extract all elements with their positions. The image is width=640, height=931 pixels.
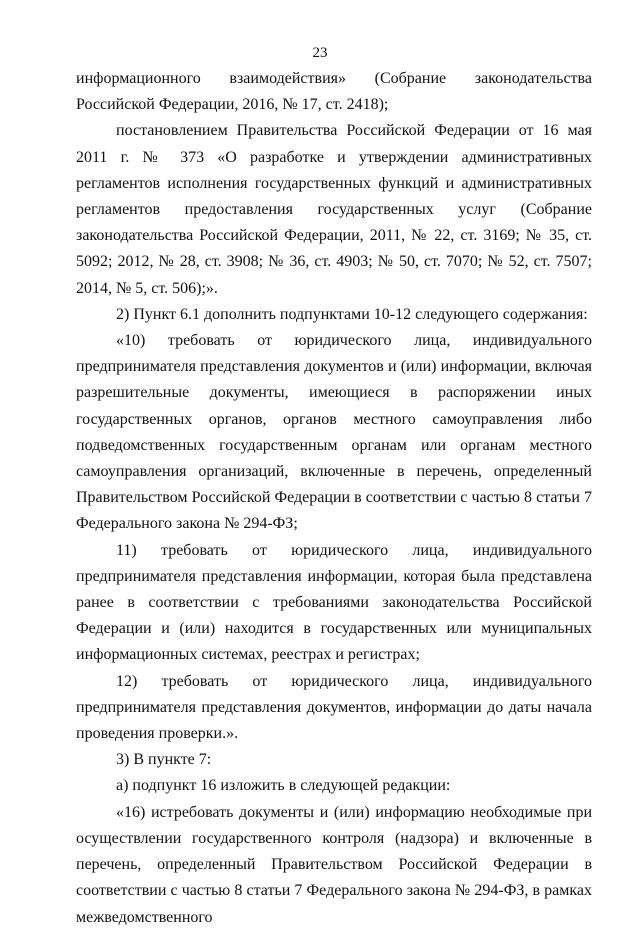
paragraph-subitem-16: «16) истребовать документы и (или) информацию необходимые при осуществлении государственного контроля (надзора) и включенные в перечень, определенный Правительством Российской Федерации в соответствии с частью 8 статьи 7 Федерального закона № 294-ФЗ, в рамках межведомственного: [76, 803, 592, 926]
paragraph-subitem-10: «10) требовать от юридического лица, индивидуального предпринимателя представления документов и (или) информации, включая разрешительные документы, имеющиеся в распоряжении иных государственных органов, органов местного самоуправления либо подведомственных государственным органам или органам местного самоуправления организаций, включенные в перечень, определенный Правительством Российской Федерации в соответствии с частью 8 статьи 7 Федерального закона № 294-ФЗ;: [76, 332, 592, 533]
paragraph-decree-reference: постановлением Правительства Российской Федерации от 16 мая 2011 г. № 373 «О разработке и утверждении административных регламентов исполнения государственных функций и административных регламентов предоставления государственных услуг (Собрание законодательства Российской Федерации, 2011, № 22, ст. 3169; № 35, ст. 5092; 2012, № 28, ст. 3908; № 36, ст. 4903; № 50, ст. 7070; № 52, ст. 7507; 2014, № 5, ст. 506);».: [76, 122, 592, 297]
paragraph-subitem-a: а) подпункт 16 изложить в следующей редакции:: [116, 777, 451, 795]
paragraph-item-3: 3) В пункте 7:: [116, 751, 212, 769]
page-number: 23: [312, 45, 328, 61]
paragraph-continuation: информационного взаимодействия» (Собрание законодательства Российской Федерации, 2016, № 17, ст. 2418);: [76, 70, 592, 114]
document-body: [76, 66, 592, 931]
paragraph-subitem-12: 12) требовать от юридического лица, индивидуального предпринимателя представления документов, информации до даты начала проведения проверки.».: [76, 672, 592, 743]
paragraph-item-2: 2) Пункт 6.1 дополнить подпунктами 10-12 следующего содержания:: [116, 305, 588, 323]
paragraph-subitem-11: 11) требовать от юридического лица, индивидуального предпринимателя представления информации, которая была представлена ранее в соответствии с требованиями законодательства Российской Федерации и (или) находится в государственных или муниципальных информационных системах, реестрах и регистрах;: [76, 541, 592, 664]
